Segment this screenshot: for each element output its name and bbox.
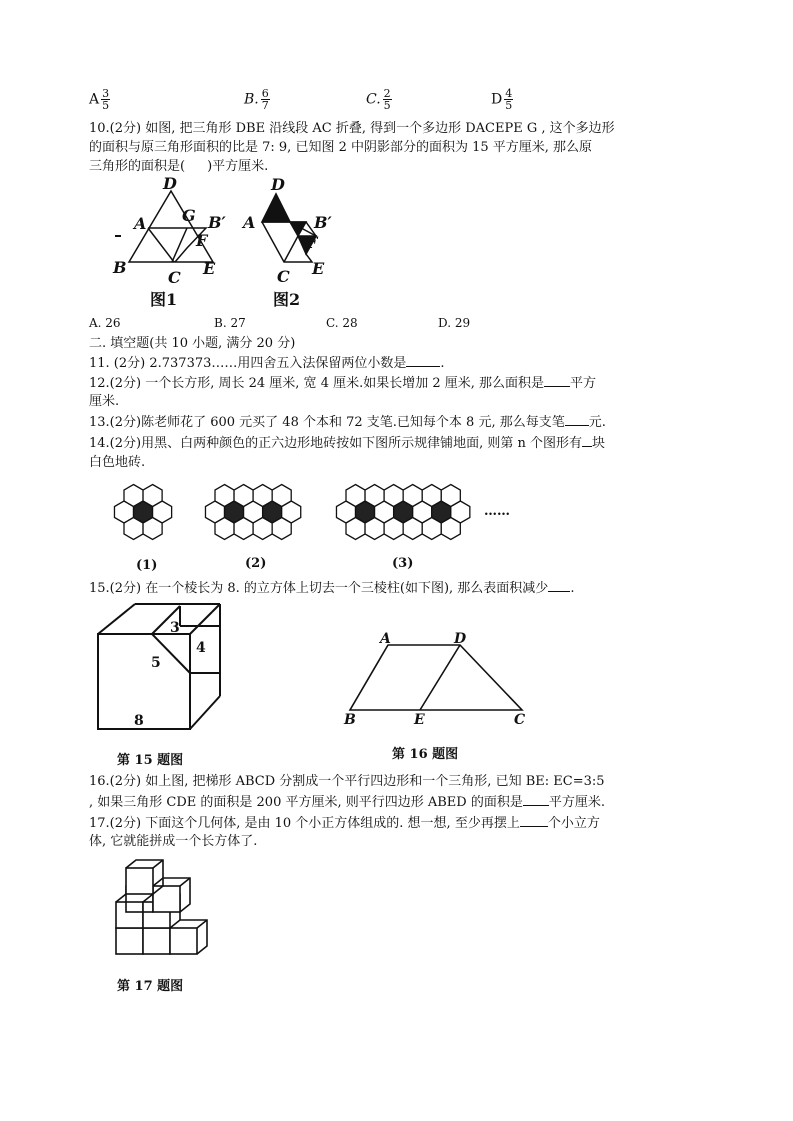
q9-options	[89, 88, 529, 118]
label-b-prime: B′	[314, 213, 332, 232]
white-hex-tile	[143, 518, 162, 540]
q15: 15.(2分) 在一个棱长为 8. 的立方体上切去一个三棱柱(如下图), 那么表面积减少 .	[89, 581, 575, 596]
q10-line2: 的面积与原三角形面积的比是 7: 9, 已知图 2 中阴影部分的面积为 15 平方厘米, 那么原	[89, 140, 593, 155]
q10-option-a: A. 26	[89, 316, 121, 330]
label-f: F	[306, 233, 318, 252]
q14-caption-3: (3)	[392, 556, 414, 571]
q13: 13.(2分)陈老师花了 600 元买了 48 个本和 72 支笔.已知每个本 8 元, 那么每支笔 元.	[89, 415, 606, 430]
fraction: $\frac{3}{5}$	[102, 87, 110, 112]
fraction: $\frac{4}{5}$	[505, 87, 513, 112]
white-hex-tile	[215, 518, 234, 540]
white-hex-tile	[124, 518, 143, 540]
q10-option-c: C. 28	[326, 316, 358, 330]
white-hex-tile	[234, 485, 253, 507]
fraction: $\frac{2}{5}$	[383, 87, 391, 112]
answer-blank	[523, 793, 549, 806]
q17-line2: 体, 它就能拼成一个长方体了.	[89, 834, 258, 849]
white-hex-tile	[346, 518, 365, 540]
q11: 11. (2分) 2.737373……用四舍五入法保留两位小数是 .	[89, 356, 445, 371]
q16-trapezoid-figure	[340, 628, 535, 728]
q17-line1: 17.(2分) 下面这个几何体, 是由 10 个小正方体组成的. 想一想, 至少再摆上 个小立方	[89, 816, 600, 831]
q10-figure-1	[100, 176, 235, 311]
label-b: B	[344, 712, 356, 728]
q14-line1: 14.(2分)用黑、白两种颜色的正六边形地砖按如下图所示规律铺地面, 则第 n 个图形有 块	[89, 436, 606, 451]
face-label-top: 3	[170, 620, 180, 636]
answer-blank	[406, 354, 440, 367]
white-hex-tile	[124, 485, 143, 507]
q12-line1: 12.(2分) 一个长方形, 周长 24 厘米, 宽 4 厘米.如果长增加 2 厘米, 那么面积是 平方	[89, 376, 597, 391]
white-hex-tile	[403, 485, 422, 507]
q10-options	[89, 316, 509, 334]
face-label-right: 4	[196, 640, 206, 656]
shade-top	[262, 194, 290, 222]
label-d: D	[454, 631, 467, 647]
white-hex-tile	[422, 485, 441, 507]
white-hex-tile	[234, 518, 253, 540]
section-heading: 二. 填空题(共 10 小题, 满分 20 分)	[89, 336, 296, 351]
q14-ellipsis: ……	[484, 504, 510, 519]
white-hex-tile	[346, 485, 365, 507]
white-hex-tile	[441, 518, 460, 540]
q9-option-d: D $\frac{4}{5}$	[491, 87, 513, 112]
answer-blank	[548, 579, 570, 592]
white-hex-tile	[441, 485, 460, 507]
white-hex-tile	[253, 518, 272, 540]
label-b: B	[113, 258, 127, 277]
face-label-front: 8	[134, 713, 144, 729]
q14-caption-2: (2)	[245, 556, 267, 571]
q14-line2: 白色地砖.	[89, 455, 146, 470]
white-hex-tile	[422, 518, 441, 540]
trapezoid-abcd	[350, 645, 522, 710]
fraction: $\frac{6}{7}$	[261, 87, 269, 112]
label-c: C	[514, 712, 526, 728]
q10-option-d: D. 29	[438, 316, 471, 330]
label-g: G	[182, 206, 196, 225]
label-e: E	[203, 259, 216, 278]
q9-option-c: C. $\frac{2}{5}$	[366, 87, 391, 112]
q10-line3: 三角形的面积是( )平方厘米.	[89, 159, 269, 174]
q17-cube-stack-figure	[108, 852, 228, 962]
label-a: A	[243, 213, 256, 232]
q9-option-b: B. $\frac{6}{7}$	[244, 87, 269, 112]
answer-blank	[520, 814, 548, 827]
label-c: C	[277, 267, 290, 286]
q10-line1: 10.(2分) 如图, 把三角形 DBE 沿线段 AC 折叠, 得到一个多边形 DACEPE G , 这个多边形	[89, 121, 615, 136]
q16-line2: , 如果三角形 CDE 的面积是 200 平方厘米, 则平行四边形 ABED 的面积是 平方厘米.	[89, 795, 605, 810]
white-hex-tile	[403, 518, 422, 540]
q15-cube-figure	[90, 598, 230, 738]
q14-caption-1: (1)	[136, 558, 158, 573]
white-hex-tile	[365, 518, 384, 540]
q15-caption: 第 15 题图	[117, 753, 184, 768]
label-e: E	[414, 712, 425, 728]
answer-blank	[582, 434, 592, 447]
white-hex-tile	[253, 485, 272, 507]
white-hex-tile	[365, 485, 384, 507]
q16-caption: 第 16 题图	[392, 747, 459, 762]
cube-front-face	[98, 634, 190, 729]
face-label-mid: 5	[151, 655, 161, 671]
white-hex-tile	[384, 518, 403, 540]
q16-line1: 16.(2分) 如上图, 把梯形 ABCD 分割成一个平行四边形和一个三角形, 已知 BE: EC=3:5	[89, 774, 605, 789]
answer-blank	[565, 413, 589, 426]
answer-blank	[544, 374, 570, 387]
white-hex-tile	[143, 485, 162, 507]
white-hex-tile	[272, 518, 291, 540]
q9-option-a: A $\frac{3}{5}$	[89, 87, 110, 112]
label-d: D	[271, 176, 285, 194]
white-hex-tile	[384, 485, 403, 507]
caption-fig1: 图1	[150, 290, 178, 309]
white-hex-tile	[272, 485, 291, 507]
label-a: A	[380, 631, 391, 647]
label-b-prime: B′	[208, 213, 226, 232]
label-c: C	[168, 268, 181, 287]
caption-fig2: 图2	[273, 290, 301, 309]
label-a: A	[134, 214, 147, 233]
q14-hexagon-patterns	[100, 474, 540, 550]
label-f: F	[196, 231, 208, 250]
q17-caption: 第 17 题图	[117, 979, 184, 994]
label-d: D	[163, 176, 177, 193]
q12-line2: 厘米.	[89, 394, 120, 409]
q10-option-b: B. 27	[214, 316, 246, 330]
q10-figure-2	[240, 176, 350, 311]
white-hex-tile	[215, 485, 234, 507]
label-e: E	[312, 259, 325, 278]
segment-de	[420, 645, 460, 710]
